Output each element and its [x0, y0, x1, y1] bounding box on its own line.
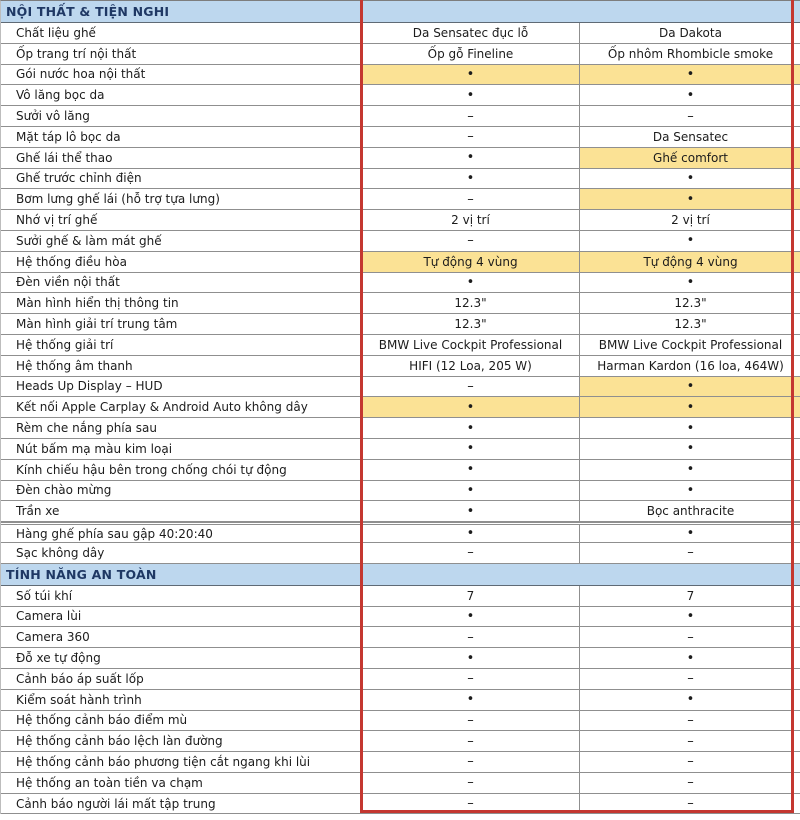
spec-label: Kính chiếu hậu bên trong chống chói tự động [1, 460, 362, 480]
spec-value-col1: • [362, 273, 580, 293]
spec-label: Cảnh báo áp suất lốp [1, 669, 362, 689]
spec-value-col2: – [687, 733, 694, 749]
spec-label: Gói nước hoa nội thất [1, 65, 362, 85]
spec-value-col1: 12.3" [362, 293, 580, 313]
spec-value-col1: – [362, 669, 580, 689]
spec-value-col1: Ốp gỗ Fineline [362, 44, 580, 64]
spec-label: Màn hình giải trí trung tâm [1, 314, 362, 334]
spec-label: Ghế lái thể thao [1, 148, 362, 168]
spec-value-col1: BMW Live Cockpit Professional [362, 335, 580, 355]
spec-label: Heads Up Display – HUD [1, 377, 362, 397]
spec-row [1, 210, 800, 231]
spec-value-col2: Harman Kardon (16 loa, 464W) [597, 358, 784, 373]
spec-value-col1: 7 [362, 586, 580, 606]
spec-row [1, 335, 800, 356]
spec-row [1, 522, 800, 543]
spec-label: Nhớ vị trí ghế [1, 210, 362, 230]
spec-value-col2: • [580, 189, 800, 209]
spec-value-col2: • [686, 608, 695, 624]
spec-row [1, 731, 800, 752]
spec-row [1, 127, 800, 148]
spec-value-col1: Da Sensatec đục lỗ [362, 23, 580, 43]
spec-value-col1: 2 vị trí [362, 210, 580, 230]
spec-row [1, 23, 800, 44]
spec-value-col2: • [686, 692, 695, 708]
spec-row [1, 460, 800, 481]
spec-value-col1: • [362, 418, 580, 438]
spec-label: Hệ thống cảnh báo lệch làn đường [1, 731, 362, 751]
spec-value-col2: • [686, 482, 695, 498]
spec-value-col1: – [362, 627, 580, 647]
spec-label: Ốp trang trí nội thất [1, 44, 362, 64]
spec-value-col2: – [687, 775, 694, 791]
spec-value-col2: 7 [686, 588, 695, 603]
spec-row [1, 439, 800, 460]
spec-value-col2: 2 vị trí [671, 213, 710, 228]
spec-label: Ghế trước chỉnh điện [1, 169, 362, 189]
spec-value-col2: – [687, 108, 694, 124]
spec-label: Sưởi ghế & làm mát ghế [1, 231, 362, 251]
spec-value-col1: – [362, 543, 580, 563]
spec-row [1, 148, 800, 169]
spec-value-col2: – [687, 796, 694, 812]
spec-label: Hàng ghế phía sau gập 40:20:40 [1, 525, 362, 542]
spec-value-col2: Da Sensatec [652, 129, 729, 144]
spec-value-col1: • [362, 148, 580, 168]
spec-value-col2: • [686, 526, 695, 542]
spec-label: Số túi khí [1, 586, 362, 606]
spec-label: Sạc không dây [1, 543, 362, 563]
spec-label: Bơm lưng ghế lái (hỗ trợ tựa lưng) [1, 189, 362, 209]
spec-value-col2: • [686, 441, 695, 457]
spec-row [1, 231, 800, 252]
spec-value-col2: BMW Live Cockpit Professional [598, 337, 783, 352]
spec-value-col1: – [362, 773, 580, 793]
spec-row [1, 418, 800, 439]
spec-value-col2: Tự động 4 vùng [580, 252, 800, 272]
spec-value-col2: – [687, 754, 694, 770]
spec-label: Hệ thống âm thanh [1, 356, 362, 376]
spec-row [1, 794, 800, 815]
spec-row [1, 501, 800, 522]
spec-value-col1: • [362, 481, 580, 501]
spec-row [1, 169, 800, 190]
spec-row [1, 85, 800, 106]
spec-value-col2: – [687, 545, 694, 561]
spec-row [1, 711, 800, 732]
spec-value-col2: – [687, 671, 694, 687]
spec-value-col1: • [362, 460, 580, 480]
spec-row [1, 752, 800, 773]
spec-row [1, 293, 800, 314]
spec-row [1, 481, 800, 502]
spec-row [1, 65, 800, 86]
spec-label: Kiểm soát hành trình [1, 690, 362, 710]
spec-label: Đỗ xe tự động [1, 648, 362, 668]
spec-row [1, 44, 800, 65]
spec-row [1, 314, 800, 335]
spec-value-col2: • [580, 397, 800, 417]
spec-value-col1: • [362, 85, 580, 105]
spec-value-col2: – [687, 629, 694, 645]
spec-label: Hệ thống cảnh báo điểm mù [1, 711, 362, 731]
section-header: NỘI THẤT & TIỆN NGHI [1, 1, 800, 23]
spec-label: Đèn viền nội thất [1, 273, 362, 293]
spec-row [1, 252, 800, 273]
spec-label: Hệ thống cảnh báo phương tiện cắt ngang khi lùi [1, 752, 362, 772]
spec-value-col2: 12.3" [674, 296, 707, 311]
spec-value-col1: Tự động 4 vùng [362, 252, 580, 272]
spec-value-col1: – [362, 711, 580, 731]
spec-label: Camera 360 [1, 627, 362, 647]
spec-value-col1: – [362, 731, 580, 751]
spec-value-col1: – [362, 794, 580, 814]
spec-label: Kết nối Apple Carplay & Android Auto không dây [1, 397, 362, 417]
spec-value-col2: • [686, 274, 695, 290]
spec-label: Rèm che nắng phía sau [1, 418, 362, 438]
spec-label: Camera lùi [1, 607, 362, 627]
spec-value-col2: • [686, 420, 695, 436]
spec-label: Đèn chào mừng [1, 481, 362, 501]
spec-row [1, 189, 800, 210]
spec-row [1, 543, 800, 564]
spec-value-col2: 12.3" [674, 317, 707, 332]
spec-row [1, 273, 800, 294]
spec-row [1, 586, 800, 607]
spec-value-col1: • [362, 648, 580, 668]
spec-label: Trần xe [1, 501, 362, 521]
spec-value-col1: • [362, 65, 580, 85]
spec-value-col1: – [362, 231, 580, 251]
spec-label: Nút bấm mạ màu kim loại [1, 439, 362, 459]
spec-row [1, 648, 800, 669]
spec-value-col1: 12.3" [362, 314, 580, 334]
spec-row [1, 669, 800, 690]
spec-value-col1: • [362, 525, 580, 542]
spec-label: Mặt táp lô bọc da [1, 127, 362, 147]
spec-value-col1: • [362, 169, 580, 189]
spec-label: Sưởi vô lăng [1, 106, 362, 126]
spec-value-col2: Da Dakota [659, 25, 722, 40]
spec-value-col1: • [362, 690, 580, 710]
spec-row [1, 106, 800, 127]
spec-value-col1: – [362, 377, 580, 397]
spec-value-col2: • [686, 170, 695, 186]
spec-row [1, 397, 800, 418]
spec-value-col2: • [580, 377, 800, 397]
spec-value-col2: Bọc anthracite [646, 504, 735, 519]
spec-value-col1: • [362, 501, 580, 521]
spec-value-col2: – [687, 712, 694, 728]
spec-value-col1: – [362, 189, 580, 209]
spec-label: Vô lăng bọc da [1, 85, 362, 105]
spec-label: Hệ thống giải trí [1, 335, 362, 355]
spec-value-col1: – [362, 106, 580, 126]
spec-label: Chất liệu ghế [1, 23, 362, 43]
spec-value-col1: • [362, 397, 580, 417]
spec-row [1, 607, 800, 628]
spec-value-col1: HIFI (12 Loa, 205 W) [362, 356, 580, 376]
spec-value-col2: • [580, 65, 800, 85]
spec-label: Hệ thống an toàn tiền va chạm [1, 773, 362, 793]
spec-value-col2: • [686, 650, 695, 666]
spec-label: Màn hình hiển thị thông tin [1, 293, 362, 313]
spec-label: Hệ thống điều hòa [1, 252, 362, 272]
spec-row [1, 356, 800, 377]
spec-row [1, 377, 800, 398]
spec-value-col1: • [362, 439, 580, 459]
spec-value-col1: – [362, 127, 580, 147]
spec-value-col1: • [362, 607, 580, 627]
spec-value-col2: • [686, 233, 695, 249]
spec-row [1, 690, 800, 711]
section-header: TÍNH NĂNG AN TOÀN [1, 564, 800, 586]
spec-row [1, 627, 800, 648]
spec-value-col2: • [686, 462, 695, 478]
spec-row [1, 773, 800, 794]
spec-label: Cảnh báo người lái mất tập trung [1, 794, 362, 814]
spec-value-col2: Ốp nhôm Rhombicle smoke [607, 46, 774, 61]
spec-value-col1: – [362, 752, 580, 772]
spec-value-col2: Ghế comfort [580, 148, 800, 168]
spec-value-col2: • [686, 87, 695, 103]
